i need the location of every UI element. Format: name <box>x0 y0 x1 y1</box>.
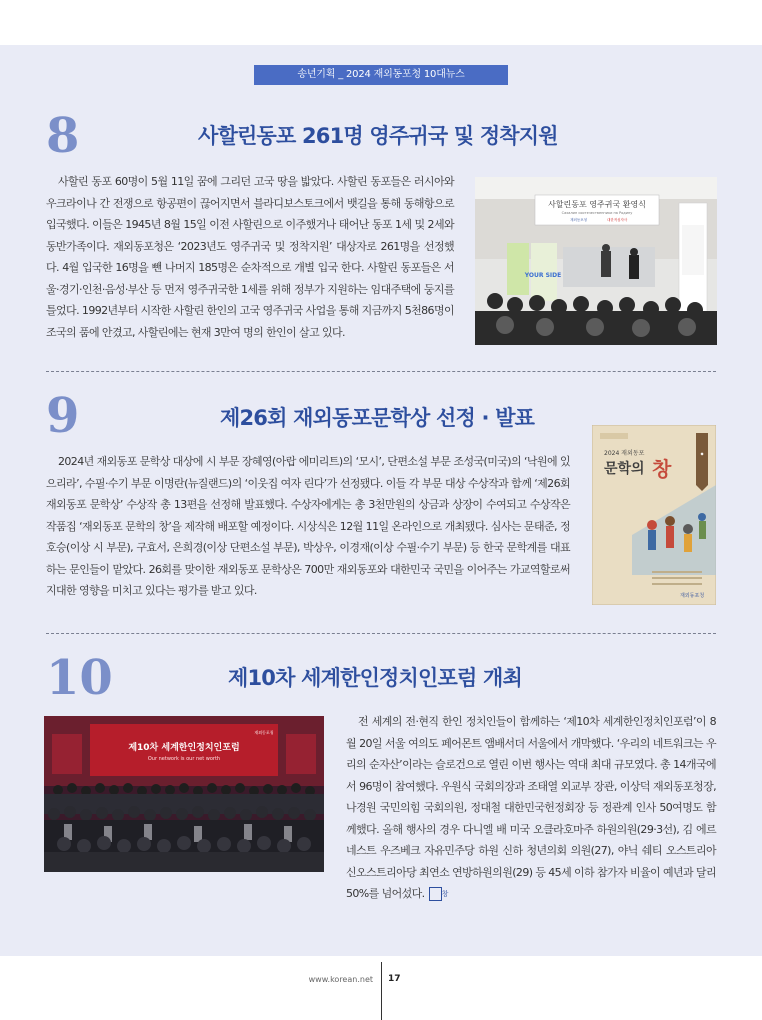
svg-text:2024 재외동포: 2024 재외동포 <box>604 450 645 457</box>
section-tag: 송년기획 _ 2024 재외동포청 10대뉴스 <box>254 65 508 85</box>
photo-politician-forum <box>44 716 324 872</box>
svg-text:◆: ◆ <box>700 451 704 456</box>
banner-text: 사할린동포 영주귀국 환영식 <box>548 200 646 209</box>
footer-divider <box>381 962 382 1020</box>
section-title-10: 제10차 세계한인정치인포럼 개최 <box>228 666 522 690</box>
footer-url: www.korean.net <box>308 975 373 984</box>
forum-group-photo <box>44 716 324 872</box>
book-cover-image <box>592 425 716 605</box>
svg-text:창: 창 <box>652 457 672 481</box>
divider-2 <box>46 633 716 634</box>
section-title-8: 사할린동포 261명 영주귀국 및 정착지원 <box>198 124 558 148</box>
section-body-10: 전 세계의 전·현직 한인 정치인들이 함께하는 ‘제10차 세계한인정치인포럼’이 8월 20일 서울 여의도 페어몬트 앰배서더 서울에서 개막했다. ‘우리의 네트워크는 우리의 순자산’이라는 슬로건으로 열린 이번 행사는 역대 최대 규모였다. 총 14개국에서 96명이 참여했다. 우원식 국회의장과 조태열 외교부 장관, 이상덕 재외동포청장, 나경원 국민의힘 국회의원, 정대철 대한민국헌정회장 등 정관계 인사 50여명도 함께했다. 올해 행사의 경우 다니엘 배 미국 오클라호마주 하원의원(29·3선), 김 에르네스트 우즈베크 자유민주당 하원 신하 청년의회 의원(27), 야닉 쉐티 오스트리아 신오스트리아당 최연소 연방하원의원(29) 등 45세 이하 참가자 비율이 예년과 달리 50%를 넘어섰다. 창 <box>346 715 716 900</box>
svg-text:재외동포청: 재외동포청 <box>680 593 705 599</box>
photo-sakhalin-welcome <box>475 177 717 345</box>
svg-text:제10차 세계한인정치인포럼: 제10차 세계한인정치인포럼 <box>128 743 240 753</box>
svg-text:YOUR SIDE: YOUR SIDE <box>524 272 562 279</box>
section-title-9: 제26회 재외동포문학상 선정 · 발표 <box>220 406 535 430</box>
section-number-9: 9 <box>46 388 80 444</box>
end-mark-icon: 창 <box>429 887 442 901</box>
svg-text:재외동포청: 재외동포청 <box>254 730 274 735</box>
svg-text:대한적십자사: 대한적십자사 <box>607 218 628 222</box>
page-number: 17 <box>388 974 401 984</box>
sakhalin-ceremony-photo <box>475 177 717 345</box>
book-cover-munhak <box>592 425 716 605</box>
section-body-8: 사할린 동포 60명이 5월 11일 꿈에 그리던 고국 땅을 밟았다. 사할린 동포들은 러시아와 우크라이나 간 전쟁으로 항공편이 끊어지면서 블라디보스토크에서 뱃길을 통해 동해항으로 입국했다. 이들은 1945년 8월 15일 이전 사할린으로 이주했거나 태어난 동포 1세 및 2세와 동반가족이다. 재외동포청은 ‘2023년도 영주귀국 및 정착지원’ 대상자로 261명을 선정했다. 4월 입국한 16명을 뺀 나머지 185명은 순차적으로 개별 입국 한다. 사할린 동포들은 서울·경기·인천·음성·부산 등 먼저 영주귀국한 1세를 위해 정부가 지원하는 임대주택에 둥지를 틀었다. 1992년부터 시작한 사할린 한인의 고국 영주귀국 사업을 통해 지금까지 5천86명이 조국의 품에 안겼고, 사할린에는 현재 3만여 명의 한인이 살고 있다. <box>46 175 454 339</box>
section-body-9: 2024년 재외동포 문학상 대상에 시 부문 장혜영(아랍 에미리트)의 ‘모시’, 단편소설 부문 조성국(미국)의 ‘낙원에 있으리라’, 수필·수기 부문 이명란(뉴질랜드)의 ‘이웃집 여자 린다’가 선정됐다. 이들 각 부문 대상 수상작과 함께 ‘제26회 재외동포 문학상’ 수상작 총 13편을 선정해 발표했다. 수상자에게는 총 3천만원의 상금과 상장이 수여되고 수상작은 작품집 ‘재외동포 문학의 창’을 제작해 배포할 예정이다. 시상식은 12월 11일 온라인으로 개최됐다. 심사는 문태준, 정호승(이상 시 부문), 구효서, 은희경(이상 단편소설 부문), 박상우, 이경재(이상 수필·수기 부문) 등 한국 문학계를 대표하는 문인들이 맡았다. 26회를 맞이한 재외동포 문학상은 700만 재외동포와 대한민국 국민을 이어주는 가교역할로써 지대한 영향을 미치고 있다는 평가를 받고 있다. <box>46 455 570 597</box>
svg-text:문학의: 문학의 <box>604 461 645 477</box>
section-number-8: 8 <box>46 108 80 164</box>
svg-text:Сахалин соотечественники на Ро: Сахалин соотечественники на Родину <box>561 211 633 215</box>
section-number-10: 10 <box>46 650 113 706</box>
divider-1 <box>46 371 716 372</box>
svg-text:Our network is our net worth: Our network is our net worth <box>147 756 221 762</box>
svg-text:재외동포청: 재외동포청 <box>570 218 587 222</box>
